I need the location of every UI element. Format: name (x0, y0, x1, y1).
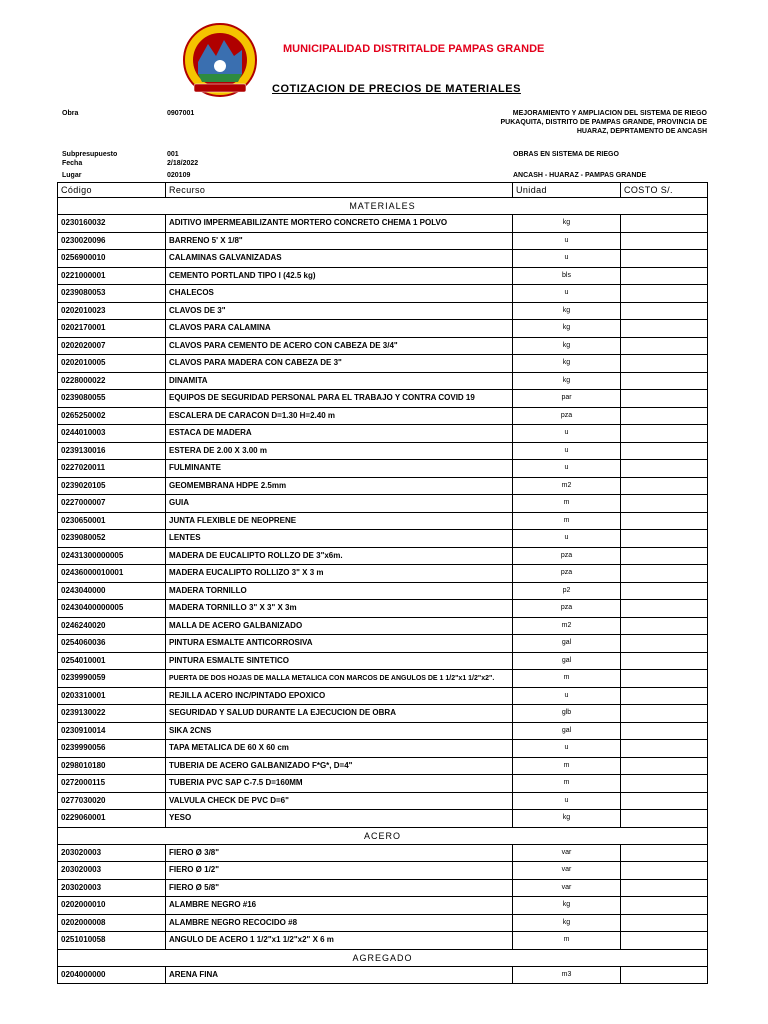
cell-costo (621, 687, 708, 705)
table-row (58, 442, 708, 460)
subpresupuesto-description: OBRAS EN SISTEMA DE RIEGO (513, 151, 619, 158)
table-row (58, 792, 708, 810)
cell-unidad: pza (513, 407, 621, 425)
table-row (58, 740, 708, 758)
cell-unidad: u (513, 442, 621, 460)
cell-recurso: TUBERIA DE ACERO GALBANIZADO F*G*, D=4" (166, 757, 513, 775)
cell-codigo: 0243040000 (58, 582, 166, 600)
cell-codigo: 0230650001 (58, 512, 166, 530)
cell-costo (621, 407, 708, 425)
cell-costo (621, 757, 708, 775)
table-row (58, 652, 708, 670)
cell-codigo: 0265250002 (58, 407, 166, 425)
cell-costo (621, 267, 708, 285)
cell-recurso: GEOMEMBRANA HDPE 2.5mm (166, 477, 513, 495)
cell-recurso: ESTACA DE MADERA (166, 425, 513, 443)
cell-recurso: CLAVOS DE 3" (166, 302, 513, 320)
cell-codigo: 0239080055 (58, 390, 166, 408)
table-row (58, 862, 708, 880)
cell-recurso: CLAVOS PARA CALAMINA (166, 320, 513, 338)
cell-codigo: 0256900010 (58, 250, 166, 268)
table-row (58, 879, 708, 897)
table-row (58, 844, 708, 862)
table-row (58, 897, 708, 915)
table-row (58, 670, 708, 688)
table-row (58, 232, 708, 250)
cell-codigo: 0221000001 (58, 267, 166, 285)
cell-unidad: m (513, 512, 621, 530)
table-row (58, 582, 708, 600)
cell-recurso: MADERA TORNILLO 3" X 3" X 3m (166, 600, 513, 618)
cell-recurso: LENTES (166, 530, 513, 548)
table-row (58, 320, 708, 338)
obra-description-line-1: MEJORAMIENTO Y AMPLIACION DEL SISTEMA DE RIEGO (512, 110, 707, 117)
cell-unidad: u (513, 792, 621, 810)
cell-codigo: 0203310001 (58, 687, 166, 705)
table-row (58, 775, 708, 793)
cell-codigo: 0227020011 (58, 460, 166, 478)
cell-codigo: 0202010023 (58, 302, 166, 320)
cell-unidad: m (513, 670, 621, 688)
cell-unidad: u (513, 425, 621, 443)
table-row (58, 705, 708, 723)
subpresupuesto-code: 001 (167, 151, 179, 158)
cell-recurso: MADERA DE EUCALIPTO ROLLZO DE 3"x6m. (166, 547, 513, 565)
cell-codigo: 0254060036 (58, 635, 166, 653)
cell-codigo: 203020003 (58, 844, 166, 862)
lugar-label: Lugar (62, 172, 82, 179)
cell-unidad: kg (513, 215, 621, 233)
cell-unidad: gal (513, 652, 621, 670)
section-title: ACERO (58, 827, 708, 844)
section-title: MATERIALES (58, 198, 708, 215)
header-unidad: Unidad (513, 183, 621, 198)
cell-recurso: FULMINANTE (166, 460, 513, 478)
cell-recurso: TAPA METALICA DE 60 X 60 cm (166, 740, 513, 758)
fecha-label: Fecha (62, 160, 83, 167)
cell-codigo: 0239130022 (58, 705, 166, 723)
cell-unidad: gal (513, 722, 621, 740)
cell-costo (621, 355, 708, 373)
cell-unidad: bls (513, 267, 621, 285)
cell-codigo: 0254010001 (58, 652, 166, 670)
cell-unidad: kg (513, 337, 621, 355)
cell-recurso: GUIA (166, 495, 513, 513)
cell-recurso: CEMENTO PORTLAND TIPO I (42.5 kg) (166, 267, 513, 285)
cell-codigo: 0239020105 (58, 477, 166, 495)
cell-codigo: 0204000000 (58, 966, 166, 984)
cell-codigo: 0229060001 (58, 810, 166, 828)
cell-costo (621, 582, 708, 600)
section-row (58, 198, 708, 215)
table-row (58, 250, 708, 268)
table-row (58, 285, 708, 303)
cell-unidad: m (513, 495, 621, 513)
cell-codigo: 0277030020 (58, 792, 166, 810)
cell-costo (621, 285, 708, 303)
table-row (58, 495, 708, 513)
table-row (58, 372, 708, 390)
cell-costo (621, 547, 708, 565)
lugar-description: ANCASH - HUARAZ - PAMPAS GRANDE (513, 172, 647, 179)
cell-costo (621, 932, 708, 950)
cell-codigo: 0298010180 (58, 757, 166, 775)
cell-unidad: kg (513, 372, 621, 390)
cell-recurso: SEGURIDAD Y SALUD DURANTE LA EJECUCION DE OBRA (166, 705, 513, 723)
cell-costo (621, 705, 708, 723)
cell-unidad: var (513, 862, 621, 880)
cell-costo (621, 862, 708, 880)
document-title: COTIZACION DE PRECIOS DE MATERIALES (272, 83, 521, 95)
cell-recurso: YESO (166, 810, 513, 828)
municipality-seal-logo (180, 22, 260, 98)
table-row (58, 355, 708, 373)
subpresupuesto-label: Subpresupuesto (62, 151, 118, 158)
cell-unidad: u (513, 740, 621, 758)
cell-codigo: 0230160032 (58, 215, 166, 233)
cell-costo (621, 530, 708, 548)
cell-unidad: m (513, 932, 621, 950)
cell-unidad: p2 (513, 582, 621, 600)
cell-codigo: 02430400000005 (58, 600, 166, 618)
cell-unidad: m3 (513, 966, 621, 984)
obra-code: 0907001 (167, 110, 195, 117)
cell-costo (621, 652, 708, 670)
cell-codigo: 0272000115 (58, 775, 166, 793)
lugar-code: 020109 (167, 172, 191, 179)
cell-recurso: CLAVOS PARA MADERA CON CABEZA DE 3" (166, 355, 513, 373)
cell-unidad: u (513, 250, 621, 268)
cell-unidad: par (513, 390, 621, 408)
table-row (58, 302, 708, 320)
cell-recurso: ARENA FINA (166, 966, 513, 984)
cell-codigo: 203020003 (58, 862, 166, 880)
municipality-name: MUNICIPALIDAD DISTRITALDE PAMPAS GRANDE (283, 43, 545, 55)
cell-recurso: ALAMBRE NEGRO RECOCIDO #8 (166, 914, 513, 932)
cell-unidad: u (513, 460, 621, 478)
table-row (58, 267, 708, 285)
cell-recurso: JUNTA FLEXIBLE DE NEOPRENE (166, 512, 513, 530)
cell-recurso: VALVULA CHECK DE PVC D=6" (166, 792, 513, 810)
cell-recurso: ESTERA DE 2.00 X 3.00 m (166, 442, 513, 460)
cell-costo (621, 670, 708, 688)
cell-costo (621, 810, 708, 828)
cell-recurso: BARRENO 5' X 1/8" (166, 232, 513, 250)
header-codigo: Código (58, 183, 166, 198)
cell-unidad: m2 (513, 477, 621, 495)
cell-costo (621, 337, 708, 355)
cell-recurso: PUERTA DE DOS HOJAS DE MALLA METALICA CON MARCOS DE ANGULOS DE 1 1/2"x1 1/2"x2". (166, 670, 513, 688)
table-row (58, 477, 708, 495)
cell-codigo: 0246240020 (58, 617, 166, 635)
table-row (58, 600, 708, 618)
cell-costo (621, 250, 708, 268)
cell-costo (621, 966, 708, 984)
table-row (58, 337, 708, 355)
table-row (58, 407, 708, 425)
cell-costo (621, 302, 708, 320)
materials-price-table (57, 182, 708, 984)
cell-unidad: pza (513, 600, 621, 618)
cell-recurso: TUBERIA PVC SAP C-7.5 D=160MM (166, 775, 513, 793)
cell-unidad: kg (513, 355, 621, 373)
cell-codigo: 0251010058 (58, 932, 166, 950)
section-row (58, 827, 708, 844)
cell-unidad: kg (513, 810, 621, 828)
cell-unidad: var (513, 844, 621, 862)
header-recurso: Recurso (166, 183, 513, 198)
cell-recurso: EQUIPOS DE SEGURIDAD PERSONAL PARA EL TRABAJO Y CONTRA COVID 19 (166, 390, 513, 408)
cell-recurso: ALAMBRE NEGRO #16 (166, 897, 513, 915)
cell-codigo: 0202010005 (58, 355, 166, 373)
table-row (58, 966, 708, 984)
cell-recurso: ANGULO DE ACERO 1 1/2"x1 1/2"x2" X 6 m (166, 932, 513, 950)
obra-description-line-2: PUKAQUITA, DISTRITO DE PAMPAS GRANDE, PROVINCIA DE (500, 119, 707, 126)
cell-codigo: 0230910014 (58, 722, 166, 740)
cell-costo (621, 844, 708, 862)
cell-recurso: FIERO Ø 5/8" (166, 879, 513, 897)
cell-recurso: MADERA TORNILLO (166, 582, 513, 600)
cell-unidad: u (513, 285, 621, 303)
cell-costo (621, 635, 708, 653)
cell-unidad: u (513, 232, 621, 250)
cell-costo (621, 775, 708, 793)
table-row (58, 530, 708, 548)
table-row (58, 390, 708, 408)
cell-codigo: 0239080052 (58, 530, 166, 548)
cell-costo (621, 390, 708, 408)
cell-costo (621, 879, 708, 897)
table-row (58, 617, 708, 635)
table-row (58, 512, 708, 530)
cell-codigo: 0239080053 (58, 285, 166, 303)
cell-recurso: ADITIVO IMPERMEABILIZANTE MORTERO CONCRETO CHEMA 1 POLVO (166, 215, 513, 233)
cell-recurso: MADERA EUCALIPTO ROLLIZO 3" X 3 m (166, 565, 513, 583)
cell-codigo: 0202020007 (58, 337, 166, 355)
table-header-row (58, 183, 708, 198)
cell-codigo: 0228000022 (58, 372, 166, 390)
cell-recurso: FIERO Ø 3/8" (166, 844, 513, 862)
cell-unidad: pza (513, 565, 621, 583)
fecha-value: 2/18/2022 (167, 160, 199, 167)
cell-costo (621, 442, 708, 460)
cell-unidad: m (513, 757, 621, 775)
cell-costo (621, 320, 708, 338)
cell-codigo: 02431300000005 (58, 547, 166, 565)
cell-recurso: MALLA DE ACERO GALBANIZADO (166, 617, 513, 635)
cell-recurso: ESCALERA DE CARACON D=1.30 H=2.40 m (166, 407, 513, 425)
cell-codigo: 0239130016 (58, 442, 166, 460)
obra-description-line-3: HUARAZ, DEPRTAMENTO DE ANCASH (576, 128, 707, 135)
cell-costo (621, 372, 708, 390)
table-row (58, 460, 708, 478)
cell-codigo: 0227000007 (58, 495, 166, 513)
table-row (58, 687, 708, 705)
cell-recurso: PINTURA ESMALTE ANTICORROSIVA (166, 635, 513, 653)
table-row (58, 565, 708, 583)
cell-costo (621, 215, 708, 233)
table-row (58, 810, 708, 828)
cell-unidad: kg (513, 897, 621, 915)
table-row (58, 547, 708, 565)
cell-unidad: m (513, 775, 621, 793)
cell-codigo: 02436000010001 (58, 565, 166, 583)
cell-costo (621, 740, 708, 758)
cell-codigo: 0244010003 (58, 425, 166, 443)
cell-unidad: pza (513, 547, 621, 565)
cell-costo (621, 914, 708, 932)
cell-codigo: 0202170001 (58, 320, 166, 338)
obra-label: Obra (62, 110, 79, 117)
table-row (58, 215, 708, 233)
cell-unidad: u (513, 530, 621, 548)
cell-costo (621, 512, 708, 530)
cell-codigo: 0202000010 (58, 897, 166, 915)
cell-costo (621, 232, 708, 250)
cell-unidad: gal (513, 635, 621, 653)
table-row (58, 757, 708, 775)
section-title: AGREGADO (58, 949, 708, 966)
cell-costo (621, 617, 708, 635)
cell-unidad: u (513, 687, 621, 705)
cell-recurso: CLAVOS PARA CEMENTO DE ACERO CON CABEZA DE 3/4" (166, 337, 513, 355)
section-row (58, 949, 708, 966)
cell-costo (621, 565, 708, 583)
cell-costo (621, 897, 708, 915)
cell-codigo: 0239990059 (58, 670, 166, 688)
cell-unidad: kg (513, 302, 621, 320)
table-row (58, 932, 708, 950)
cell-recurso: CHALECOS (166, 285, 513, 303)
table-row (58, 425, 708, 443)
cell-codigo: 0202000008 (58, 914, 166, 932)
cell-costo (621, 460, 708, 478)
cell-costo (621, 600, 708, 618)
table-row (58, 914, 708, 932)
cell-costo (621, 477, 708, 495)
cell-unidad: kg (513, 320, 621, 338)
cell-unidad: glb (513, 705, 621, 723)
cell-codigo: 0230020096 (58, 232, 166, 250)
cell-costo (621, 495, 708, 513)
cell-unidad: kg (513, 914, 621, 932)
cell-recurso: SIKA 2CNS (166, 722, 513, 740)
cell-unidad: m2 (513, 617, 621, 635)
cell-recurso: CALAMINAS GALVANIZADAS (166, 250, 513, 268)
cell-recurso: FIERO Ø 1/2" (166, 862, 513, 880)
cell-recurso: PINTURA ESMALTE SINTETICO (166, 652, 513, 670)
table-row (58, 635, 708, 653)
cell-recurso: REJILLA ACERO INC/PINTADO EPOXICO (166, 687, 513, 705)
cell-recurso: DINAMITA (166, 372, 513, 390)
cell-costo (621, 425, 708, 443)
cell-codigo: 203020003 (58, 879, 166, 897)
cell-costo (621, 792, 708, 810)
header-costo: COSTO S/. (621, 183, 708, 198)
cell-unidad: var (513, 879, 621, 897)
cell-costo (621, 722, 708, 740)
table-row (58, 722, 708, 740)
cell-codigo: 0239990056 (58, 740, 166, 758)
